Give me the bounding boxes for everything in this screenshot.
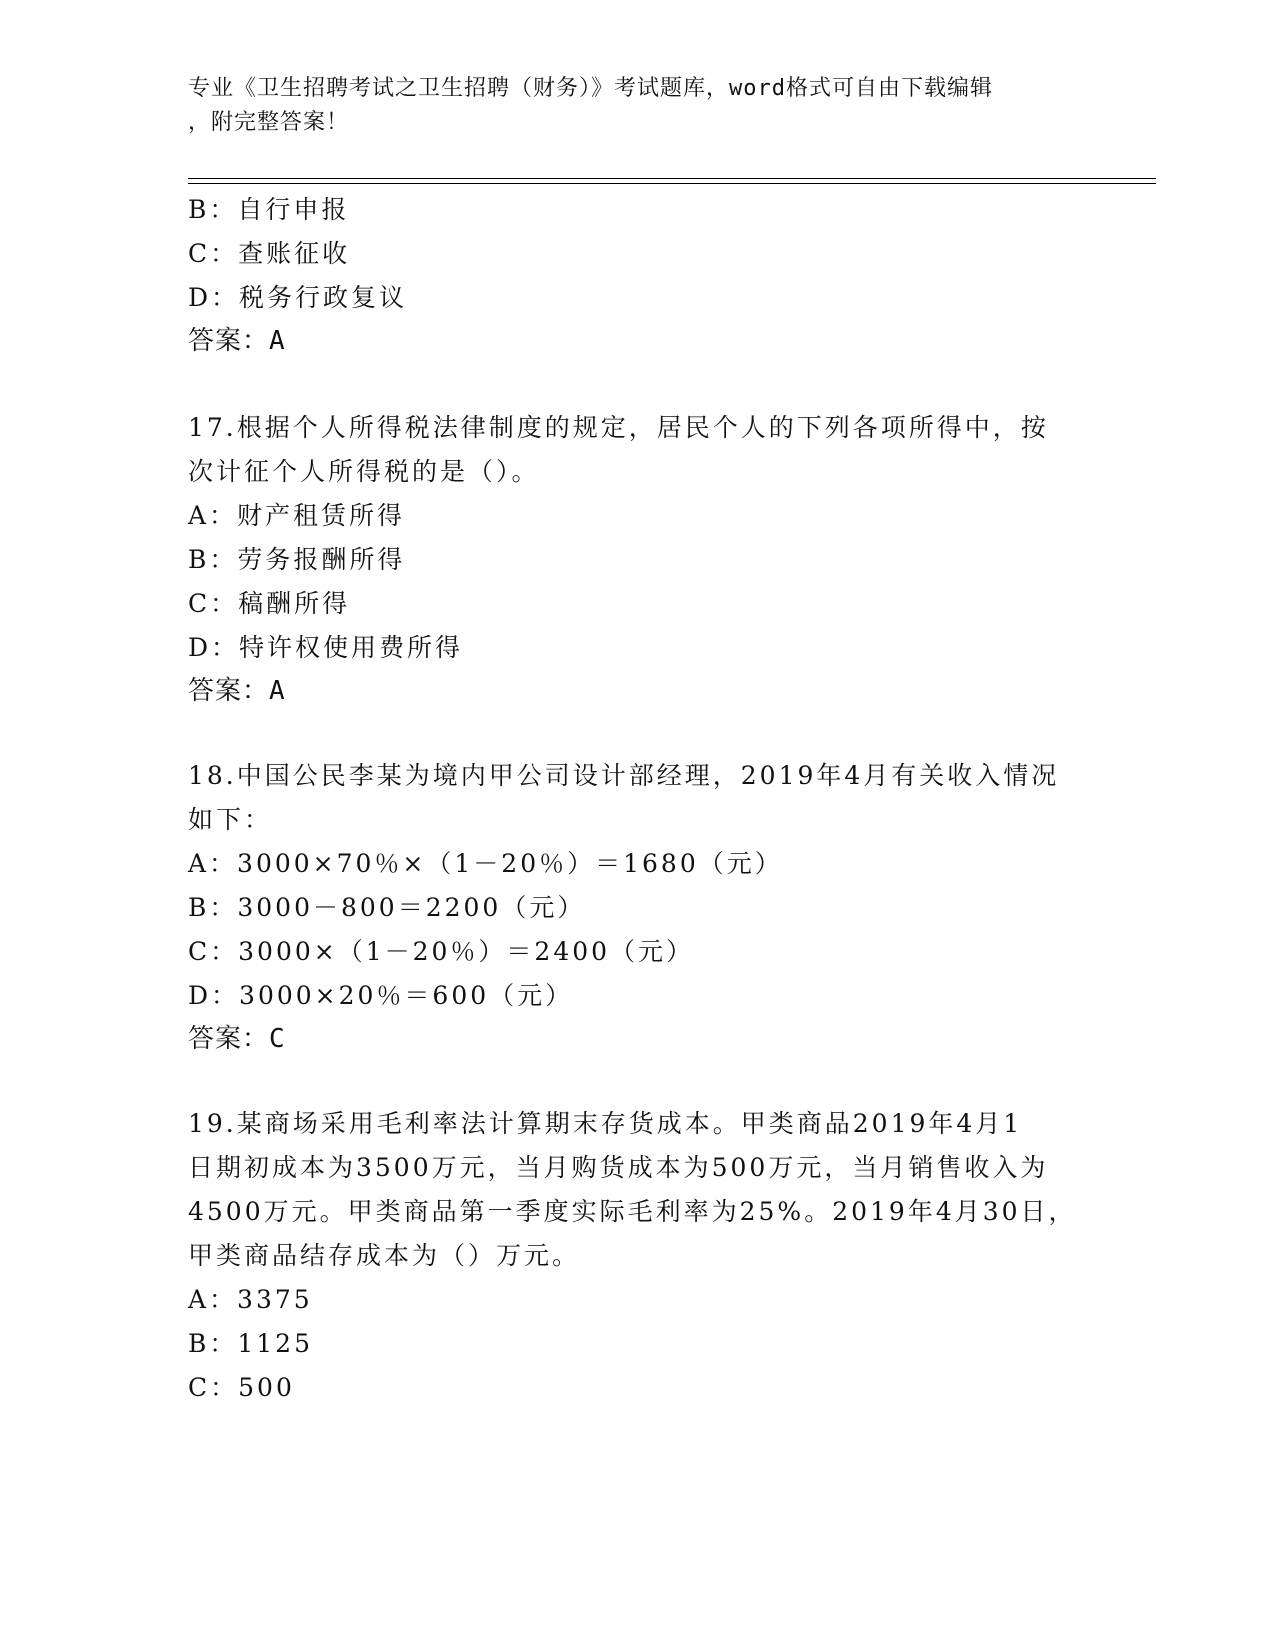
answer-value: C [269, 1024, 286, 1054]
q17-answer [188, 670, 286, 707]
header-rule-bottom [188, 183, 1156, 184]
answer-label: 答案： [188, 1024, 270, 1054]
q18-stem-line-1: 18.中国公民李某为境内甲公司设计部经理，2019年4月有关收入情况 [188, 761, 1060, 790]
q17-option-d: D：特许权使用费所得 [188, 633, 464, 662]
q18-option-d: D：3000×20％＝600（元） [188, 981, 574, 1010]
q19-option-b: B：1125 [188, 1329, 313, 1358]
answer-label: 答案： [188, 676, 270, 706]
q17-option-a: A：财产租赁所得 [188, 501, 406, 530]
q19-stem-line-1: 19.某商场采用毛利率法计算期末存货成本。甲类商品2019年4月1 [188, 1109, 1023, 1138]
q17-stem-line-2: 次计征个人所得税的是（）。 [188, 457, 540, 486]
q16-option-b: B：自行申报 [188, 195, 350, 224]
q19-stem-line-4: 甲类商品结存成本为（）万元。 [188, 1241, 581, 1270]
q17-stem-line-1: 17.根据个人所得税法律制度的规定，居民个人的下列各项所得中，按 [188, 413, 1049, 442]
q18-stem-line-2: 如下： [188, 805, 273, 834]
q18-option-a: A：3000×70％×（1－20％）＝1680（元） [188, 849, 783, 878]
header-rule-top [188, 178, 1156, 179]
q17-option-b: B：劳务报酬所得 [188, 545, 406, 574]
q16-option-c: C：查账征收 [188, 239, 351, 268]
answer-label: 答案： [188, 326, 270, 356]
q19-option-c: C：500 [188, 1373, 295, 1402]
q19-stem-line-2: 日期初成本为3500万元，当月购货成本为500万元，当月销售收入为 [188, 1153, 1049, 1182]
answer-value: A [269, 676, 286, 706]
q17-option-c: C：稿酬所得 [188, 589, 351, 618]
q19-option-a: A：3375 [188, 1285, 313, 1314]
header-line-1: 专业《卫生招聘考试之卫生招聘（财务）》考试题库，word格式可自由下载编辑 [188, 76, 993, 101]
q19-stem-line-3: 4500万元。甲类商品第一季度实际毛利率为25%。2019年4月30日， [188, 1197, 1077, 1226]
q18-option-b: B：3000－800＝2200（元） [188, 893, 586, 922]
q18-option-c: C：3000×（1－20％）＝2400（元） [188, 937, 695, 966]
answer-value: A [269, 326, 286, 356]
q16-option-d: D：税务行政复议 [188, 283, 408, 312]
document-header [188, 72, 1088, 140]
q18-answer [188, 1018, 286, 1055]
q16-answer [188, 320, 286, 357]
header-line-2: ，附完整答案！ [188, 110, 350, 135]
